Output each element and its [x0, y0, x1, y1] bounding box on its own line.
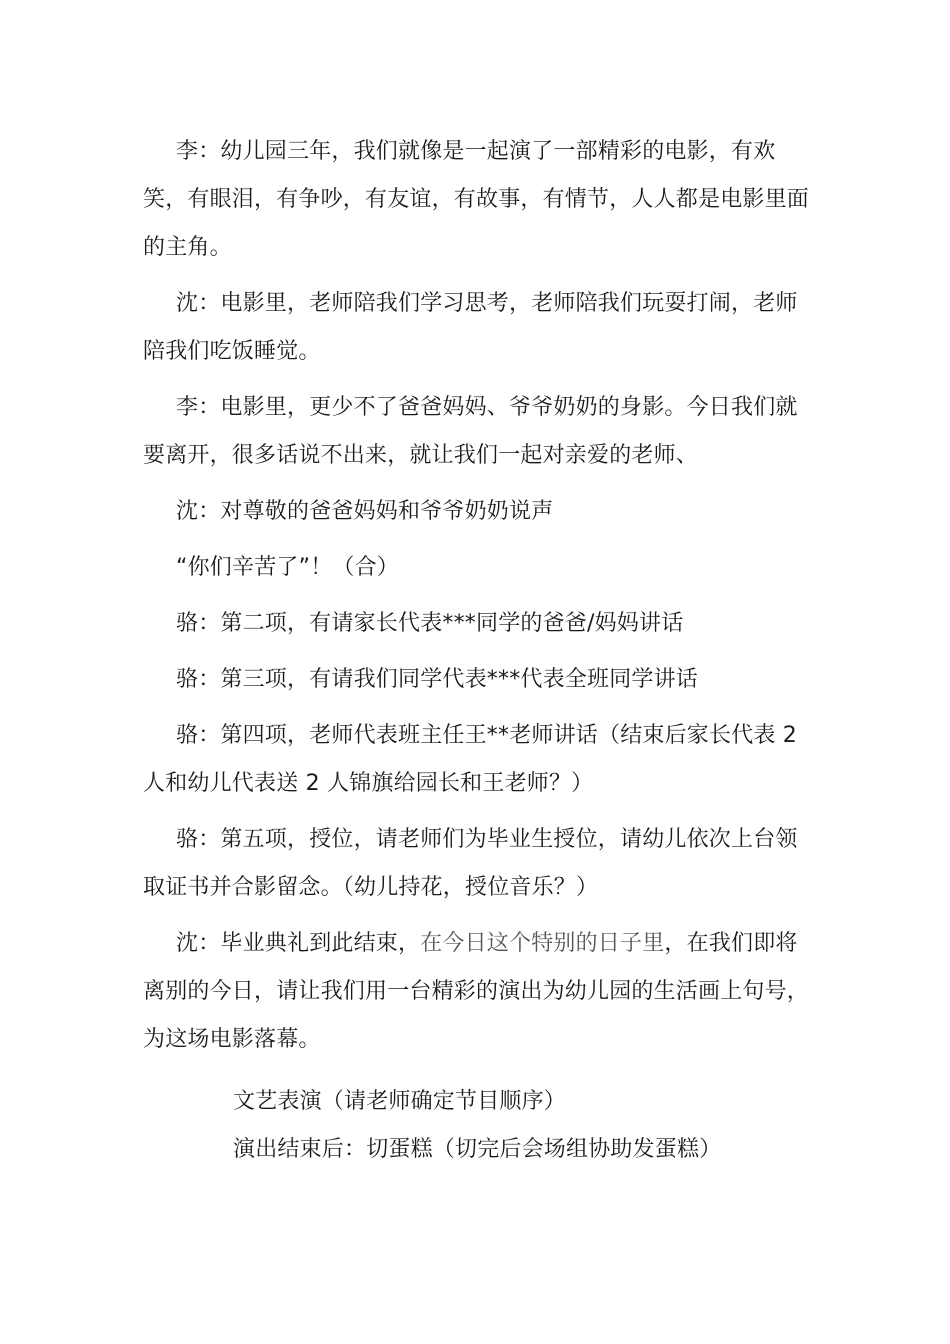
script-line-li-2: 李：电影里，更少不了爸爸妈妈、爷爷奶奶的身影。今日我们就要离开，很多话说不出来，就让我们一起对亲爱的老师、 [143, 395, 798, 468]
document-body [143, 128, 813, 1174]
script-line-luo-item4: 骆：第四项，老师代表班主任王**老师讲话（结束后家长代表 2 人和幼儿代表送 2 人锦旗给园长和王老师？） [143, 723, 797, 796]
script-line-luo-item2: 骆：第二项，有请家长代表***同学的爸爸/妈妈讲话 [176, 611, 684, 636]
script-line-luo-item5: 骆：第五项，授位，请老师们为毕业生授位，请幼儿依次上台领取证书并合影留念。（幼儿持花，授位音乐？） [143, 827, 798, 900]
script-line-luo-item3: 骆：第三项，有请我们同学代表***代表全班同学讲话 [176, 667, 699, 692]
closing-part-3: ，在我们即将离别的今日，请让我们用一台精彩的演出为幼儿园的生活画上句号，为这场电影落幕。 [143, 931, 810, 1052]
closing-part-2: 在今日这个特别的日子里 [420, 931, 665, 956]
script-line-shen-closing [143, 920, 813, 1064]
script-line-li-1: 李：幼儿园三年，我们就像是一起演了一部精彩的电影，有欢笑，有眼泪，有争吵，有友谊，有故事，有情节，人人都是电影里面的主角。 [143, 139, 810, 260]
closing-part-1: 沈：毕业典礼到此结束， [176, 931, 421, 956]
script-line-shen-1: 沈：电影里，老师陪我们学习思考，老师陪我们玩耍打闹，老师陪我们吃饭睡觉。 [143, 291, 798, 364]
program-performance: 文艺表演（请老师确定节目顺序） [233, 1089, 567, 1114]
program-cake: 演出结束后：切蛋糕（切完后会场组协助发蛋糕） [233, 1137, 722, 1162]
script-line-together: “你们辛苦了”！（合） [176, 555, 399, 580]
script-line-shen-2: 沈：对尊敬的爸爸妈妈和爷爷奶奶说声 [176, 499, 554, 524]
